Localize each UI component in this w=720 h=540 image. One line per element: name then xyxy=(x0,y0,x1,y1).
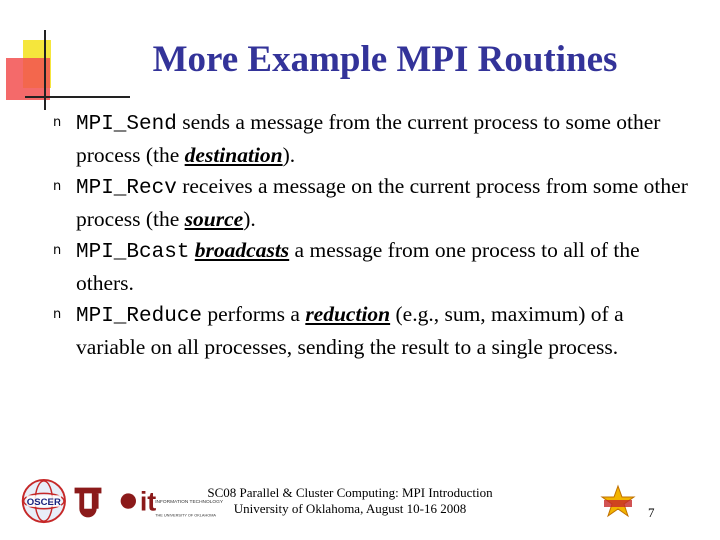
emphasized-term: source xyxy=(184,207,244,231)
bullet-marker: n xyxy=(53,243,62,258)
bullet-item-mpi-recv xyxy=(53,171,693,235)
emphasized-term: destination xyxy=(184,143,283,167)
it-logo-mark: it xyxy=(139,486,157,517)
slide-title: More Example MPI Routines xyxy=(152,39,618,80)
bullet-item-mpi-send xyxy=(53,107,693,171)
bullet-text: ). xyxy=(243,207,256,231)
bullet-text: (e.g., sum, maximum) of a variable on all processes, sending the result to a single process. xyxy=(76,302,624,359)
it-logo-sublabel: THE UNIVERSITY OF OKLAHOMA xyxy=(155,513,216,518)
footer xyxy=(150,485,550,517)
decor-horizontal-line xyxy=(25,96,130,98)
bullet-text: a message from one process to all of the others. xyxy=(76,238,640,295)
oscer-logo-text: OSCER xyxy=(26,496,61,508)
bullet-text: ). xyxy=(282,143,296,167)
bullet-marker: n xyxy=(53,115,62,130)
footer-line-2: University of Oklahoma, August 10-16 2008 xyxy=(233,501,467,516)
decor-vertical-line xyxy=(44,30,46,110)
oscer-logo xyxy=(23,480,65,522)
routine-name: MPI_Recv xyxy=(76,177,177,200)
bullet-list xyxy=(53,107,693,363)
bullet-item-mpi-reduce xyxy=(53,299,693,363)
sc08-star-logo xyxy=(598,484,638,520)
bullet-text: receives a message on the current process from some other process (the xyxy=(76,174,688,231)
bullet-text: performs a xyxy=(202,302,306,326)
bullet-marker: n xyxy=(53,307,62,322)
it-logo-label: INFORMATION TECHNOLOGY xyxy=(155,499,224,505)
bullet-marker: n xyxy=(53,179,62,194)
routine-name: MPI_Send xyxy=(76,113,177,136)
ou-logo xyxy=(75,488,102,518)
footer-line-1: SC08 Parallel & Cluster Computing: MPI Introduction xyxy=(207,485,493,500)
routine-name: MPI_Reduce xyxy=(76,305,203,328)
emphasized-term: broadcasts xyxy=(194,238,290,262)
bullet-text: sends a message from the current process to some other process (the xyxy=(76,110,661,167)
emphasized-term: reduction xyxy=(305,302,391,326)
bullet-item-mpi-bcast xyxy=(53,235,693,299)
page-number: 7 xyxy=(648,505,655,520)
routine-name: MPI_Bcast xyxy=(76,241,190,264)
